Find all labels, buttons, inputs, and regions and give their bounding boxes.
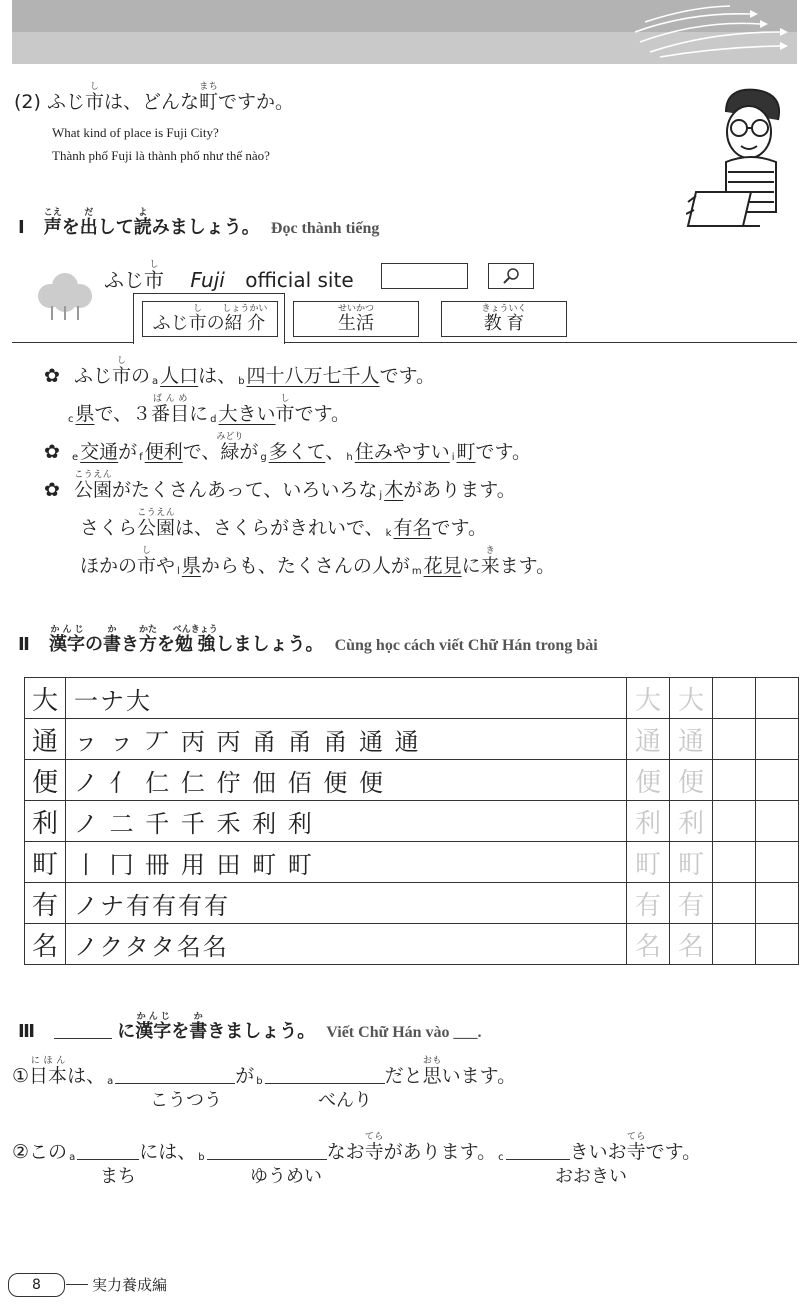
kanji-row — [25, 760, 799, 801]
stroke-order: ノ 亻 仁 仁 佇 佃 佰 便 便 — [66, 760, 627, 801]
practice-cell-1[interactable] — [713, 842, 756, 883]
section-1-heading: Ⅰ 声こえを出だして読よみましょう。 Đọc thành tiếng — [18, 208, 380, 238]
practice-cell-2[interactable] — [756, 760, 799, 801]
nav-underline — [12, 342, 797, 343]
reading-1b: べんり — [318, 1090, 372, 1111]
flower-bullet-icon: ✿ — [44, 365, 60, 387]
kanji-character: 通 — [25, 719, 66, 760]
passage-line-6: ほかの市しや $_l$ 県からも、たくさんの人が $_m$ 花見に来きます。 — [80, 546, 556, 577]
search-button[interactable] — [488, 263, 534, 289]
trace-cell-1[interactable]: 通 — [627, 719, 670, 760]
trace-cell-2[interactable]: 大 — [670, 678, 713, 719]
reading-2a: まち — [100, 1166, 136, 1187]
flower-bullet-icon: ✿ — [44, 479, 60, 501]
passage-line-5: さくら公園こうえんは、さくらがきれいで、 $_k$ 有名です。 — [80, 508, 487, 539]
stroke-order: ノナ有有有有 — [66, 883, 627, 924]
question-number: (2) — [14, 91, 41, 113]
kanji-row — [25, 883, 799, 924]
practice-cell-1[interactable] — [713, 883, 756, 924]
reading-2c: おおきい — [555, 1166, 627, 1187]
section-2-heading: Ⅱ 漢字かんじの書かき方かたを勉強べんきょうしましょう。 Cùng học cách viết Chữ Hán trong bài — [18, 625, 598, 655]
trace-cell-1[interactable]: 有 — [627, 883, 670, 924]
trace-cell-1[interactable]: 利 — [627, 801, 670, 842]
trace-cell-2[interactable]: 名 — [670, 924, 713, 965]
section-3-heading: Ⅲ に漢字かんじを書かきましょう。 Viết Chữ Hán vào ___. — [18, 1012, 482, 1042]
stroke-order: ㇷ ㇷ 丆 丙 丙 甬 甬 甬 通 通 — [66, 719, 627, 760]
arrows-decoration — [630, 2, 790, 60]
practice-cell-2[interactable] — [756, 719, 799, 760]
passage-line-3: ✿ $_e$ 交通が $_f$ 便利で、緑みどりが $_g$ 多くて、 $_h$ 住みやすい $_i$ 町です。 — [44, 432, 531, 463]
practice-cell-2[interactable] — [756, 883, 799, 924]
student-laptop-illustration — [686, 82, 798, 242]
kanji-character: 便 — [25, 760, 66, 801]
trace-cell-1[interactable]: 町 — [627, 842, 670, 883]
english-translation: What kind of place is Fuji City? — [52, 125, 219, 140]
passage-line-1: ✿ ふじ市しの $_a$ 人口は、 $_b$ 四十八万七千人です。 — [44, 356, 436, 387]
reading-2b: ゆうめい — [250, 1166, 322, 1187]
passage-line-4: ✿ 公園こうえんがたくさんあって、いろいろな $_j$ 木があります。 — [44, 470, 516, 501]
vietnamese-translation: Thành phố Fuji là thành phố như thế nào? — [52, 148, 270, 163]
practice-cell-2[interactable] — [756, 801, 799, 842]
trace-cell-2[interactable]: 町 — [670, 842, 713, 883]
kanji-stroke-table — [24, 677, 799, 965]
kanji-character: 利 — [25, 801, 66, 842]
kanji-row — [25, 678, 799, 719]
stroke-order: 一ナ大 — [66, 678, 627, 719]
tab-introduction[interactable]: ふじ市しの紹介しょうかい — [142, 301, 278, 337]
trace-cell-1[interactable]: 名 — [627, 924, 670, 965]
stroke-order: 丨 冂 冊 用 田 町 町 — [66, 842, 627, 883]
kanji-character: 有 — [25, 883, 66, 924]
practice-cell-2[interactable] — [756, 842, 799, 883]
practice-cell-1[interactable] — [713, 719, 756, 760]
exercise-2: ②この $_a$ には、 $_b$ なお寺てらがあります。 $_c$ きいお寺てらです。 — [12, 1132, 702, 1163]
stroke-order: ノクタタ名名 — [66, 924, 627, 965]
magnifier-icon — [502, 267, 520, 285]
trace-cell-1[interactable]: 大 — [627, 678, 670, 719]
tab-education[interactable]: 教育きょういく — [441, 301, 567, 337]
site-title: ふじ市し Fuji official site — [104, 260, 354, 292]
kanji-row — [25, 924, 799, 965]
practice-cell-1[interactable] — [713, 678, 756, 719]
kanji-row — [25, 842, 799, 883]
question-line: (2) ふじ市しは、どんな町まちですか。 — [14, 82, 295, 113]
blank-1a[interactable] — [115, 1065, 235, 1084]
passage-line-2: $_c$ 県で、３番目ばんめに $_d$ 大きい市しです。 — [68, 394, 351, 425]
footer-label: 実力養成編 — [92, 1276, 168, 1294]
trace-cell-2[interactable]: 通 — [670, 719, 713, 760]
stroke-order: ノ 二 千 千 禾 利 利 — [66, 801, 627, 842]
practice-cell-1[interactable] — [713, 924, 756, 965]
page-number: 8 — [8, 1273, 65, 1297]
trace-cell-2[interactable]: 便 — [670, 760, 713, 801]
practice-cell-1[interactable] — [713, 760, 756, 801]
trace-cell-2[interactable]: 有 — [670, 883, 713, 924]
exercise-1: ①日本にほんは、 $_a$ が $_b$ だと思おもいます。 — [12, 1056, 517, 1087]
kanji-character: 大 — [25, 678, 66, 719]
kanji-character: 町 — [25, 842, 66, 883]
kanji-row — [25, 801, 799, 842]
blank-2c[interactable] — [506, 1141, 570, 1160]
search-input[interactable] — [381, 263, 468, 289]
trace-cell-2[interactable]: 利 — [670, 801, 713, 842]
practice-cell-2[interactable] — [756, 678, 799, 719]
reading-1a: こうつう — [150, 1090, 222, 1111]
practice-cell-2[interactable] — [756, 924, 799, 965]
kanji-row — [25, 719, 799, 760]
kanji-character: 名 — [25, 924, 66, 965]
trace-cell-1[interactable]: 便 — [627, 760, 670, 801]
practice-cell-1[interactable] — [713, 801, 756, 842]
tree-icon — [30, 270, 100, 324]
footer-line — [66, 1284, 88, 1285]
blank-1b[interactable] — [265, 1065, 385, 1084]
flower-bullet-icon: ✿ — [44, 441, 60, 463]
blank-2b[interactable] — [207, 1141, 327, 1160]
blank-2a[interactable] — [77, 1141, 139, 1160]
tab-life[interactable]: 生活せいかつ — [293, 301, 419, 337]
